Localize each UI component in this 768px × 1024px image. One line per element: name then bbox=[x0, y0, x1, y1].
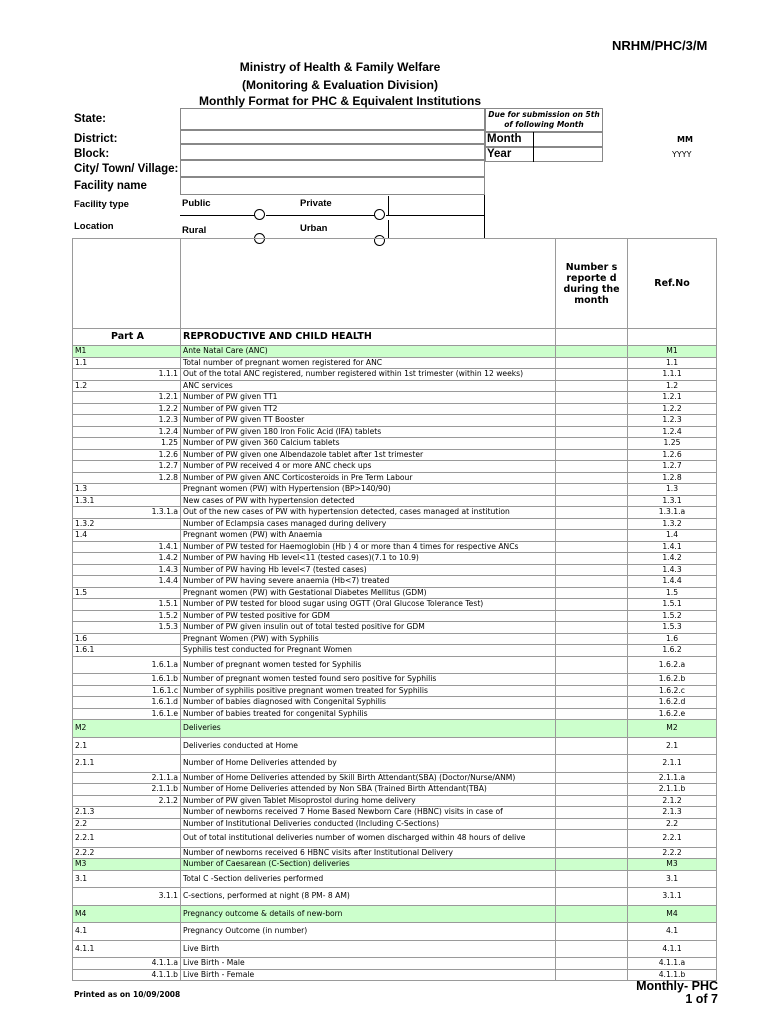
rural-label: Rural bbox=[182, 225, 207, 236]
row-value-cell[interactable] bbox=[556, 772, 628, 784]
row-ref: 1.2.3 bbox=[628, 415, 717, 427]
row-description: Pregnancy outcome & details of new-born bbox=[181, 905, 556, 923]
table-row bbox=[73, 958, 717, 970]
row-description: Number of PW tested for blood sugar using OGTT (Oral Glucose Tolerance Test) bbox=[181, 599, 556, 611]
table-row bbox=[73, 969, 717, 981]
row-description: Number of PW given one Albendazole tablet after 1st trimester bbox=[181, 449, 556, 461]
row-description: Number of pregnant women tested found sero positive for Syphilis bbox=[181, 674, 556, 686]
table-row bbox=[73, 449, 717, 461]
row-description: Pregnant women (PW) with Hypertension (BP>140/90) bbox=[181, 484, 556, 496]
table-row bbox=[73, 818, 717, 830]
facility-name-label: Facility name bbox=[74, 180, 147, 192]
row-code: 4.1.1.b bbox=[73, 969, 181, 981]
row-description: Number of PW given insulin out of total tested positive for GDM bbox=[181, 622, 556, 634]
row-ref: 1.3.1 bbox=[628, 495, 717, 507]
table-row bbox=[73, 553, 717, 565]
table-row bbox=[73, 576, 717, 588]
row-value-cell[interactable] bbox=[556, 656, 628, 674]
private-label: Private bbox=[300, 198, 332, 209]
row-description: Ante Natal Care (ANC) bbox=[181, 346, 556, 358]
row-code: 1.2.8 bbox=[73, 472, 181, 484]
row-description: Number of PW given Tablet Misoprostol during home delivery bbox=[181, 795, 556, 807]
table-row bbox=[73, 507, 717, 519]
row-value-cell[interactable] bbox=[556, 795, 628, 807]
row-value-cell[interactable] bbox=[556, 346, 628, 358]
row-code: 1.3.1 bbox=[73, 495, 181, 507]
row-value-cell[interactable] bbox=[556, 461, 628, 473]
row-value-cell[interactable] bbox=[556, 847, 628, 859]
table-row bbox=[73, 685, 717, 697]
row-code: 1.6.1.b bbox=[73, 674, 181, 686]
table-row bbox=[73, 461, 717, 473]
row-code: 1.2.2 bbox=[73, 403, 181, 415]
table-row bbox=[73, 610, 717, 622]
row-ref: 1.5.2 bbox=[628, 610, 717, 622]
row-code: 1.4 bbox=[73, 530, 181, 542]
row-description: Number of PW having Hb level<7 (tested cases) bbox=[181, 564, 556, 576]
row-ref: 1.4.1 bbox=[628, 541, 717, 553]
row-value-cell[interactable] bbox=[556, 380, 628, 392]
row-ref: 1.2.2 bbox=[628, 403, 717, 415]
row-ref: 2.2.1 bbox=[628, 830, 717, 848]
row-value-cell[interactable] bbox=[556, 697, 628, 709]
row-description: Number of Home Deliveries attended by Skill Birth Attendant(SBA) (Doctor/Nurse/ANM) bbox=[181, 772, 556, 784]
row-code: 1.25 bbox=[73, 438, 181, 450]
row-ref: M3 bbox=[628, 859, 717, 871]
row-ref: 2.2 bbox=[628, 818, 717, 830]
row-description: Number of babies diagnosed with Congenital Syphilis bbox=[181, 697, 556, 709]
row-description: Total C -Section deliveries performed bbox=[181, 870, 556, 888]
row-value-cell[interactable] bbox=[556, 599, 628, 611]
row-description: Number of PW tested for Haemoglobin (Hb ) 4 or more than 4 times for respective ANCs bbox=[181, 541, 556, 553]
row-value-cell[interactable] bbox=[556, 472, 628, 484]
part-a-title: REPRODUCTIVE AND CHILD HEALTH bbox=[181, 329, 556, 346]
state-field[interactable] bbox=[180, 108, 485, 130]
row-ref: 1.2 bbox=[628, 380, 717, 392]
table-row bbox=[73, 697, 717, 709]
row-code: 2.1.1.a bbox=[73, 772, 181, 784]
row-ref: 2.1.3 bbox=[628, 807, 717, 819]
row-code: 1.2.4 bbox=[73, 426, 181, 438]
row-description: Pregnancy Outcome (in number) bbox=[181, 923, 556, 941]
row-ref: M4 bbox=[628, 905, 717, 923]
row-value-cell[interactable] bbox=[556, 818, 628, 830]
table-row bbox=[73, 438, 717, 450]
header-division: (Monitoring & Evaluation Division) bbox=[242, 78, 438, 92]
row-code: 1.1.1 bbox=[73, 369, 181, 381]
table-row bbox=[73, 415, 717, 427]
row-code: 2.1.2 bbox=[73, 795, 181, 807]
row-description: Number of PW given ANC Corticosteroids in Pre Term Labour bbox=[181, 472, 556, 484]
row-ref: 1.25 bbox=[628, 438, 717, 450]
row-value-cell[interactable] bbox=[556, 438, 628, 450]
row-value-cell[interactable] bbox=[556, 807, 628, 819]
table-row bbox=[73, 357, 717, 369]
row-ref: 1.5 bbox=[628, 587, 717, 599]
row-code: 1.3 bbox=[73, 484, 181, 496]
row-code: 2.1.1 bbox=[73, 755, 181, 773]
due-note: Due for submission on 5th of following Month bbox=[488, 110, 600, 129]
row-value-cell[interactable] bbox=[556, 403, 628, 415]
row-ref: 1.6.2 bbox=[628, 645, 717, 657]
row-description: Number of PW given TT2 bbox=[181, 403, 556, 415]
row-value-cell[interactable] bbox=[556, 507, 628, 519]
row-ref: 1.2.6 bbox=[628, 449, 717, 461]
row-ref: 1.3.1.a bbox=[628, 507, 717, 519]
urban-label: Urban bbox=[300, 223, 328, 234]
row-ref: 2.1.1 bbox=[628, 755, 717, 773]
row-description: Live Birth bbox=[181, 940, 556, 958]
table-row bbox=[73, 599, 717, 611]
row-code: 1.6.1 bbox=[73, 645, 181, 657]
row-description: Number of newborns received 7 Home Based Newborn Care (HBNC) visits in case of bbox=[181, 807, 556, 819]
header-format-title: Monthly Format for PHC & Equivalent Institutions bbox=[199, 94, 481, 108]
row-code: 4.1.1.a bbox=[73, 958, 181, 970]
mm-hint: MM bbox=[677, 135, 693, 144]
row-code: M3 bbox=[73, 859, 181, 871]
row-code: 2.2.2 bbox=[73, 847, 181, 859]
row-value-cell[interactable] bbox=[556, 587, 628, 599]
facility-type-label: Facility type bbox=[74, 199, 129, 210]
row-description: Number of PW given 360 Calcium tablets bbox=[181, 438, 556, 450]
table-row bbox=[73, 484, 717, 496]
row-description: Number of PW given TT1 bbox=[181, 392, 556, 404]
table-row bbox=[73, 755, 717, 773]
table-row bbox=[73, 530, 717, 542]
row-code: 2.1 bbox=[73, 737, 181, 755]
row-description: Number of Institutional Deliveries conducted (Including C-Sections) bbox=[181, 818, 556, 830]
table-row bbox=[73, 870, 717, 888]
block-field[interactable] bbox=[180, 144, 485, 160]
row-value-cell[interactable] bbox=[556, 415, 628, 427]
row-value-cell[interactable] bbox=[556, 484, 628, 496]
row-ref: 1.6 bbox=[628, 633, 717, 645]
row-code: M2 bbox=[73, 720, 181, 738]
row-code: 3.1 bbox=[73, 870, 181, 888]
row-value-cell[interactable] bbox=[556, 518, 628, 530]
row-code: 1.2.1 bbox=[73, 392, 181, 404]
row-ref: 1.4.2 bbox=[628, 553, 717, 565]
table-row bbox=[73, 518, 717, 530]
row-code: M1 bbox=[73, 346, 181, 358]
row-description: Number of PW having severe anaemia (Hb<7) treated bbox=[181, 576, 556, 588]
month-label: Month bbox=[487, 133, 522, 145]
table-row bbox=[73, 784, 717, 796]
city-label: City/ Town/ Village: bbox=[74, 163, 179, 175]
year-label: Year bbox=[487, 148, 512, 160]
table-row bbox=[73, 772, 717, 784]
row-description: Deliveries conducted at Home bbox=[181, 737, 556, 755]
row-ref: 1.3.2 bbox=[628, 518, 717, 530]
row-value-cell[interactable] bbox=[556, 495, 628, 507]
row-ref: 1.3 bbox=[628, 484, 717, 496]
row-value-cell[interactable] bbox=[556, 449, 628, 461]
row-value-cell[interactable] bbox=[556, 685, 628, 697]
row-code: M4 bbox=[73, 905, 181, 923]
row-ref: 4.1 bbox=[628, 923, 717, 941]
row-description: Number of newborns received 6 HBNC visits after Institutional Delivery bbox=[181, 847, 556, 859]
table-row bbox=[73, 830, 717, 848]
row-description: Number of PW having Hb level<11 (tested cases)(7.1 to 10.9) bbox=[181, 553, 556, 565]
row-ref: 2.1.1.b bbox=[628, 784, 717, 796]
row-code: 1.2.3 bbox=[73, 415, 181, 427]
row-description: Pregnant women (PW) with Gestational Diabetes Mellitus (GDM) bbox=[181, 587, 556, 599]
table-row bbox=[73, 426, 717, 438]
row-code: 1.2 bbox=[73, 380, 181, 392]
row-value-cell[interactable] bbox=[556, 708, 628, 720]
city-field[interactable] bbox=[180, 160, 485, 177]
row-ref: 4.1.1 bbox=[628, 940, 717, 958]
row-description: Number of PW given 180 Iron Folic Acid (IFA) tablets bbox=[181, 426, 556, 438]
row-ref: 2.1.2 bbox=[628, 795, 717, 807]
public-radio[interactable] bbox=[254, 209, 265, 220]
row-code: 1.4.1 bbox=[73, 541, 181, 553]
row-value-cell[interactable] bbox=[556, 426, 628, 438]
table-row bbox=[73, 564, 717, 576]
row-ref: 1.2.1 bbox=[628, 392, 717, 404]
row-code: 1.3.2 bbox=[73, 518, 181, 530]
table-row bbox=[73, 645, 717, 657]
table-row bbox=[73, 847, 717, 859]
data-table bbox=[72, 238, 717, 981]
ref-no-header: Ref.No bbox=[628, 239, 717, 329]
row-value-cell[interactable] bbox=[556, 530, 628, 542]
row-value-cell[interactable] bbox=[556, 969, 628, 981]
row-code: 2.1.3 bbox=[73, 807, 181, 819]
row-ref: 4.1.1.a bbox=[628, 958, 717, 970]
row-value-cell[interactable] bbox=[556, 610, 628, 622]
row-code: 2.2 bbox=[73, 818, 181, 830]
row-description: Out of the total ANC registered, number registered within 1st trimester (within 12 weeks) bbox=[181, 369, 556, 381]
row-value-cell[interactable] bbox=[556, 392, 628, 404]
row-description: Number of Home Deliveries attended by bbox=[181, 755, 556, 773]
table-row bbox=[73, 674, 717, 686]
row-code: 1.1 bbox=[73, 357, 181, 369]
row-description: Total number of pregnant women registered for ANC bbox=[181, 357, 556, 369]
table-row bbox=[73, 495, 717, 507]
district-label: District: bbox=[74, 133, 118, 145]
table-row bbox=[73, 720, 717, 738]
row-description: ANC services bbox=[181, 380, 556, 392]
table-row bbox=[73, 472, 717, 484]
row-code: 1.4.4 bbox=[73, 576, 181, 588]
row-code: 4.1.1 bbox=[73, 940, 181, 958]
row-value-cell[interactable] bbox=[556, 541, 628, 553]
row-description: Number of Caesarean (C-Section) deliveries bbox=[181, 859, 556, 871]
row-value-cell[interactable] bbox=[556, 622, 628, 634]
row-ref: 1.5.1 bbox=[628, 599, 717, 611]
numbers-reported-header: Number s reporte d during the month bbox=[556, 239, 628, 329]
row-ref: 1.4.3 bbox=[628, 564, 717, 576]
table-row bbox=[73, 795, 717, 807]
table-row bbox=[73, 633, 717, 645]
row-ref: 1.4 bbox=[628, 530, 717, 542]
table-row bbox=[73, 369, 717, 381]
table-row bbox=[73, 403, 717, 415]
table-row bbox=[73, 587, 717, 599]
row-description: Pregnant Women (PW) with Syphilis bbox=[181, 633, 556, 645]
row-value-cell[interactable] bbox=[556, 784, 628, 796]
row-code: 4.1 bbox=[73, 923, 181, 941]
row-value-cell[interactable] bbox=[556, 645, 628, 657]
part-a-row bbox=[73, 329, 717, 346]
location-label: Location bbox=[74, 221, 114, 232]
table-header-row bbox=[73, 239, 717, 329]
row-description: Number of Home Deliveries attended by Non SBA (Trained Birth Attendant(TBA) bbox=[181, 784, 556, 796]
row-code: 1.6.1.d bbox=[73, 697, 181, 709]
row-ref: 1.2.7 bbox=[628, 461, 717, 473]
table-row bbox=[73, 708, 717, 720]
row-code: 2.2.1 bbox=[73, 830, 181, 848]
row-code: 1.6 bbox=[73, 633, 181, 645]
row-ref: 1.6.2.c bbox=[628, 685, 717, 697]
table-row bbox=[73, 737, 717, 755]
row-description: Number of pregnant women tested for Syphilis bbox=[181, 656, 556, 674]
private-radio[interactable] bbox=[374, 209, 385, 220]
row-description: Number of PW received 4 or more ANC check ups bbox=[181, 461, 556, 473]
row-ref: 1.6.2.d bbox=[628, 697, 717, 709]
row-value-cell[interactable] bbox=[556, 888, 628, 906]
row-value-cell[interactable] bbox=[556, 737, 628, 755]
row-code: 1.5.3 bbox=[73, 622, 181, 634]
row-value-cell[interactable] bbox=[556, 905, 628, 923]
row-code: 1.2.7 bbox=[73, 461, 181, 473]
row-value-cell[interactable] bbox=[556, 553, 628, 565]
public-label: Public bbox=[182, 198, 211, 209]
row-value-cell[interactable] bbox=[556, 830, 628, 848]
block-label: Block: bbox=[74, 148, 110, 160]
row-description: Live Birth - Male bbox=[181, 958, 556, 970]
row-value-cell[interactable] bbox=[556, 674, 628, 686]
row-description: Deliveries bbox=[181, 720, 556, 738]
district-field[interactable] bbox=[180, 130, 485, 144]
row-ref: 3.1 bbox=[628, 870, 717, 888]
row-ref: 1.4.4 bbox=[628, 576, 717, 588]
row-value-cell[interactable] bbox=[556, 564, 628, 576]
row-code: 1.4.3 bbox=[73, 564, 181, 576]
row-code: 1.6.1.a bbox=[73, 656, 181, 674]
row-code: 1.2.6 bbox=[73, 449, 181, 461]
row-value-cell[interactable] bbox=[556, 369, 628, 381]
footer-monthly: Monthly- PHC bbox=[636, 979, 718, 993]
row-code: 1.5.2 bbox=[73, 610, 181, 622]
row-ref: M1 bbox=[628, 346, 717, 358]
table-row bbox=[73, 346, 717, 358]
row-description: Out of the new cases of PW with hypertension detected, cases managed at institution bbox=[181, 507, 556, 519]
row-code: 1.6.1.e bbox=[73, 708, 181, 720]
row-ref: 1.5.3 bbox=[628, 622, 717, 634]
row-code: 1.4.2 bbox=[73, 553, 181, 565]
table-row bbox=[73, 905, 717, 923]
row-value-cell[interactable] bbox=[556, 633, 628, 645]
table-row bbox=[73, 380, 717, 392]
row-description: Number of syphilis positive pregnant women treated for Syphilis bbox=[181, 685, 556, 697]
row-ref: M2 bbox=[628, 720, 717, 738]
row-code: 1.5.1 bbox=[73, 599, 181, 611]
form-code: NRHM/PHC/3/M bbox=[612, 38, 708, 53]
row-value-cell[interactable] bbox=[556, 958, 628, 970]
yyyy-hint: YYYY bbox=[672, 150, 692, 159]
row-description: Live Birth - Female bbox=[181, 969, 556, 981]
row-ref: 2.1 bbox=[628, 737, 717, 755]
part-a-label: Part A bbox=[73, 329, 181, 346]
row-ref: 1.1.1 bbox=[628, 369, 717, 381]
row-value-cell[interactable] bbox=[556, 720, 628, 738]
row-code: 2.1.1.b bbox=[73, 784, 181, 796]
row-code: 3.1.1 bbox=[73, 888, 181, 906]
row-ref: 2.2.2 bbox=[628, 847, 717, 859]
table-row bbox=[73, 940, 717, 958]
row-ref: 1.6.2.b bbox=[628, 674, 717, 686]
row-description: Syphilis test conducted for Pregnant Women bbox=[181, 645, 556, 657]
row-ref: 1.2.4 bbox=[628, 426, 717, 438]
row-code: 1.3.1.a bbox=[73, 507, 181, 519]
state-label: State: bbox=[74, 113, 106, 125]
row-description: C-sections, performed at night (8 PM- 8 AM) bbox=[181, 888, 556, 906]
row-value-cell[interactable] bbox=[556, 923, 628, 941]
row-code: 1.6.1.c bbox=[73, 685, 181, 697]
row-description: New cases of PW with hypertension detected bbox=[181, 495, 556, 507]
row-ref: 1.2.8 bbox=[628, 472, 717, 484]
row-value-cell[interactable] bbox=[556, 576, 628, 588]
row-code: 1.5 bbox=[73, 587, 181, 599]
table-row bbox=[73, 807, 717, 819]
row-description: Number of PW given TT Booster bbox=[181, 415, 556, 427]
row-ref: 3.1.1 bbox=[628, 888, 717, 906]
row-ref: 1.6.2.e bbox=[628, 708, 717, 720]
printed-date: Printed as on 10/09/2008 bbox=[74, 990, 181, 999]
facility-name-field[interactable] bbox=[180, 177, 485, 195]
row-value-cell[interactable] bbox=[556, 755, 628, 773]
table-row bbox=[73, 622, 717, 634]
row-description: Pregnant women (PW) with Anaemia bbox=[181, 530, 556, 542]
header-ministry: Ministry of Health & Family Welfare bbox=[239, 60, 441, 74]
row-description: Number of Eclampsia cases managed during delivery bbox=[181, 518, 556, 530]
row-value-cell[interactable] bbox=[556, 870, 628, 888]
row-value-cell[interactable] bbox=[556, 357, 628, 369]
row-ref: 1.1 bbox=[628, 357, 717, 369]
table-row bbox=[73, 392, 717, 404]
page-footer bbox=[626, 980, 718, 1006]
table-row bbox=[73, 888, 717, 906]
row-value-cell[interactable] bbox=[556, 940, 628, 958]
row-ref: 4.1.1.b bbox=[628, 969, 717, 981]
page-number: 1 of 7 bbox=[685, 992, 718, 1006]
row-description: Number of babies treated for congenital Syphilis bbox=[181, 708, 556, 720]
row-description: Number of PW tested positive for GDM bbox=[181, 610, 556, 622]
row-ref: 2.1.1.a bbox=[628, 772, 717, 784]
table-row bbox=[73, 859, 717, 871]
table-row bbox=[73, 923, 717, 941]
row-description: Out of total institutional deliveries number of women discharged within 48 hours of delive bbox=[181, 830, 556, 848]
row-ref: 1.6.2.a bbox=[628, 656, 717, 674]
table-row bbox=[73, 541, 717, 553]
table-row bbox=[73, 656, 717, 674]
row-value-cell[interactable] bbox=[556, 859, 628, 871]
